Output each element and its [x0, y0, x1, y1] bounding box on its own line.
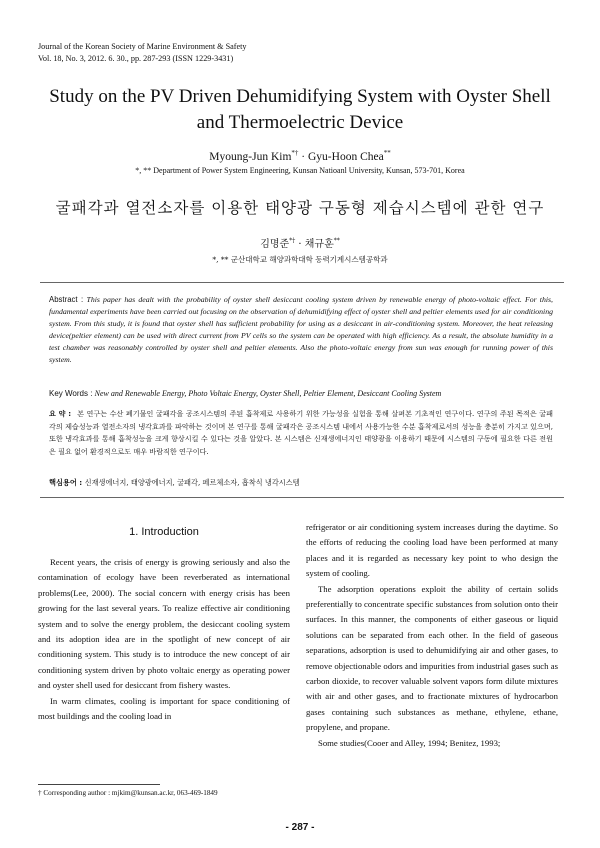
paper-title-line1: Study on the PV Driven Dehumidifying System with Oyster Shell [49, 86, 551, 107]
author-2-mark: ** [383, 149, 391, 157]
korean-keywords-text: 신재생에너지, 태양광에너지, 굴패각, 페르체소자, 흡착식 냉각시스템 [84, 478, 300, 487]
abstract-bottom-rule [40, 497, 564, 498]
keywords-label: Key Words : [49, 389, 95, 398]
journal-info [38, 41, 247, 65]
affiliation: *, ** Department of Power System Engineering, Kunsan Natioanl University, Kunsan, 573-701, Korea [135, 166, 465, 175]
korean-abstract-text: 본 연구는 수산 폐기물인 굴패각을 공조시스템의 주된 흡착제로 사용하기 위한 가능성을 실험을 통해 살펴본 기초적인 연구이다. 연구의 주된 목적은 굴패각의 제습성능과 열전소자의 냉각효과를 파악하는 것이며 본 연구를 통해 굴패각은 공조시스템 내에서 사용가능한 수분 흡착제로서의 성능을 충분히 가지고 있으며, 또한 냉각효과를 통해 흡착성능을 크게 향상시킬 수 있다는 것을 알았다. 본 시스템은 신재생에너지인 태양광을 이용하기 때문에 시스템의 구동에 필요한 다른 전원은 필요 없어 환경적으로도 매우 바람직한 연구이다. [49, 409, 553, 456]
paragraph: Some studies(Cooer and Alley, 1994; Benitez, 1993; [318, 737, 501, 748]
korean-author-list [0, 235, 600, 250]
korean-author-2: 채규훈 [304, 239, 334, 250]
left-column [38, 555, 290, 724]
paper-title [0, 84, 600, 136]
abstract-label: Abstract : [49, 295, 87, 304]
author-separator: · [298, 150, 308, 163]
paper-title-line2: and Thermoelectric Device [196, 112, 404, 133]
korean-abstract-label: 요 약 : [49, 409, 72, 418]
footnote: † Corresponding author : mjkim@kunsan.ac.kr, 063-469-1849 [38, 789, 218, 797]
paragraph: refrigerator or air conditioning system increases during the daytime. So the efforts of reducing the cooling load have been performed at many places and it is regarded as necessary key point to who design the system of cooling. [306, 522, 558, 579]
korean-title: 굴패각과 열전소자를 이용한 태양광 구동형 제습시스템에 관한 연구 [55, 199, 545, 217]
korean-abstract [49, 408, 553, 458]
korean-author-1-mark: *† [289, 237, 296, 245]
paragraph: Recent years, the crisis of energy is growing seriously and also the contamination of ecology have been reverberated as international problems(Lee, 2000). The social concern with energy crisis has been growing for the last several years. To realize effective air conditioning system and to solve the energy problem, the desiccant cooling system and its adoption idea are in the spotlight of new concept of air conditioning system. This study is to introduce the new concept of air conditioning system driven by photo voltaic energy as operating power and oyster shell used for desiccant from fishery wastes. [38, 557, 290, 691]
abstract [49, 294, 553, 366]
korean-affiliation: *, ** 군산대학교 해양과학대학 동력기계시스템공학과 [212, 255, 388, 264]
author-1-mark: *† [291, 149, 299, 157]
paragraph: In warm climates, cooling is important for space conditioning of most buildings and the cooling load in [38, 695, 290, 722]
abstract-top-rule [40, 282, 564, 283]
korean-keywords [49, 478, 553, 488]
keywords-text: New and Renewable Energy, Photo Voltaic Energy, Oyster Shell, Peltier Element, Desiccant Cooling System [94, 389, 442, 398]
journal-volume: Vol. 18, No. 3, 2012. 6. 30., pp. 287-293 (ISSN 1229-3431) [38, 54, 234, 63]
author-2: Gyu-Hoon Chea [308, 150, 384, 163]
right-column [306, 520, 558, 751]
section-heading: 1. Introduction [129, 526, 199, 538]
author-list [0, 149, 600, 163]
page-number: - 287 - [285, 822, 315, 833]
korean-author-separator: · [295, 239, 305, 250]
author-1: Myoung-Jun Kim [209, 150, 292, 163]
korean-author-2-mark: ** [333, 237, 340, 245]
footnote-rule [38, 784, 160, 785]
korean-keywords-label: 핵심용어 : [49, 478, 85, 487]
paragraph: The adsorption operations exploit the ability of certain solids preferentially to concentrate specific substances from solution onto their surfaces. In this manner, the components of either gaseous or liquid solutions can be separated from each other. In the field of gaseous separations, adsorption is used to dehumidifying air and other gases, to remove objectionable odors and impurities from industrial gases such as carbon dioxide, to recover valuable solvent vapors form dilute mixtures with air and other gases, and to fractionate mixtures of hydrocarbon gases containing such substances as methane, ethylene, ethane, propylene, and propane. [306, 583, 558, 733]
abstract-text: This paper has dealt with the probability of oyster shell desiccant cooling system driven by renewable energy of photo-voltaic effect. For this, fundamental experiments have been carried out focusing on the observation of dehumidifying effect of oyster shell and peltier elements used for air conditioning system. From this study, it is found that oyster shell has sufficient probability for using as a desiccant in air-conditioning system. Moreover, the heat releasing device(peltier element) can be used with direct current from PV cells so the system can be operated with high efficiency. As a result, the absolute humidity in a test chamber was reasonably controlled by oyster shell and peltier elements. Also the photo-voltaic energy from sun was enough for running power of this system. [49, 295, 553, 364]
journal-name: Journal of the Korean Society of Marine Environment & Safety [38, 42, 247, 51]
keywords [49, 389, 553, 398]
korean-author-1: 김명준 [260, 239, 290, 250]
